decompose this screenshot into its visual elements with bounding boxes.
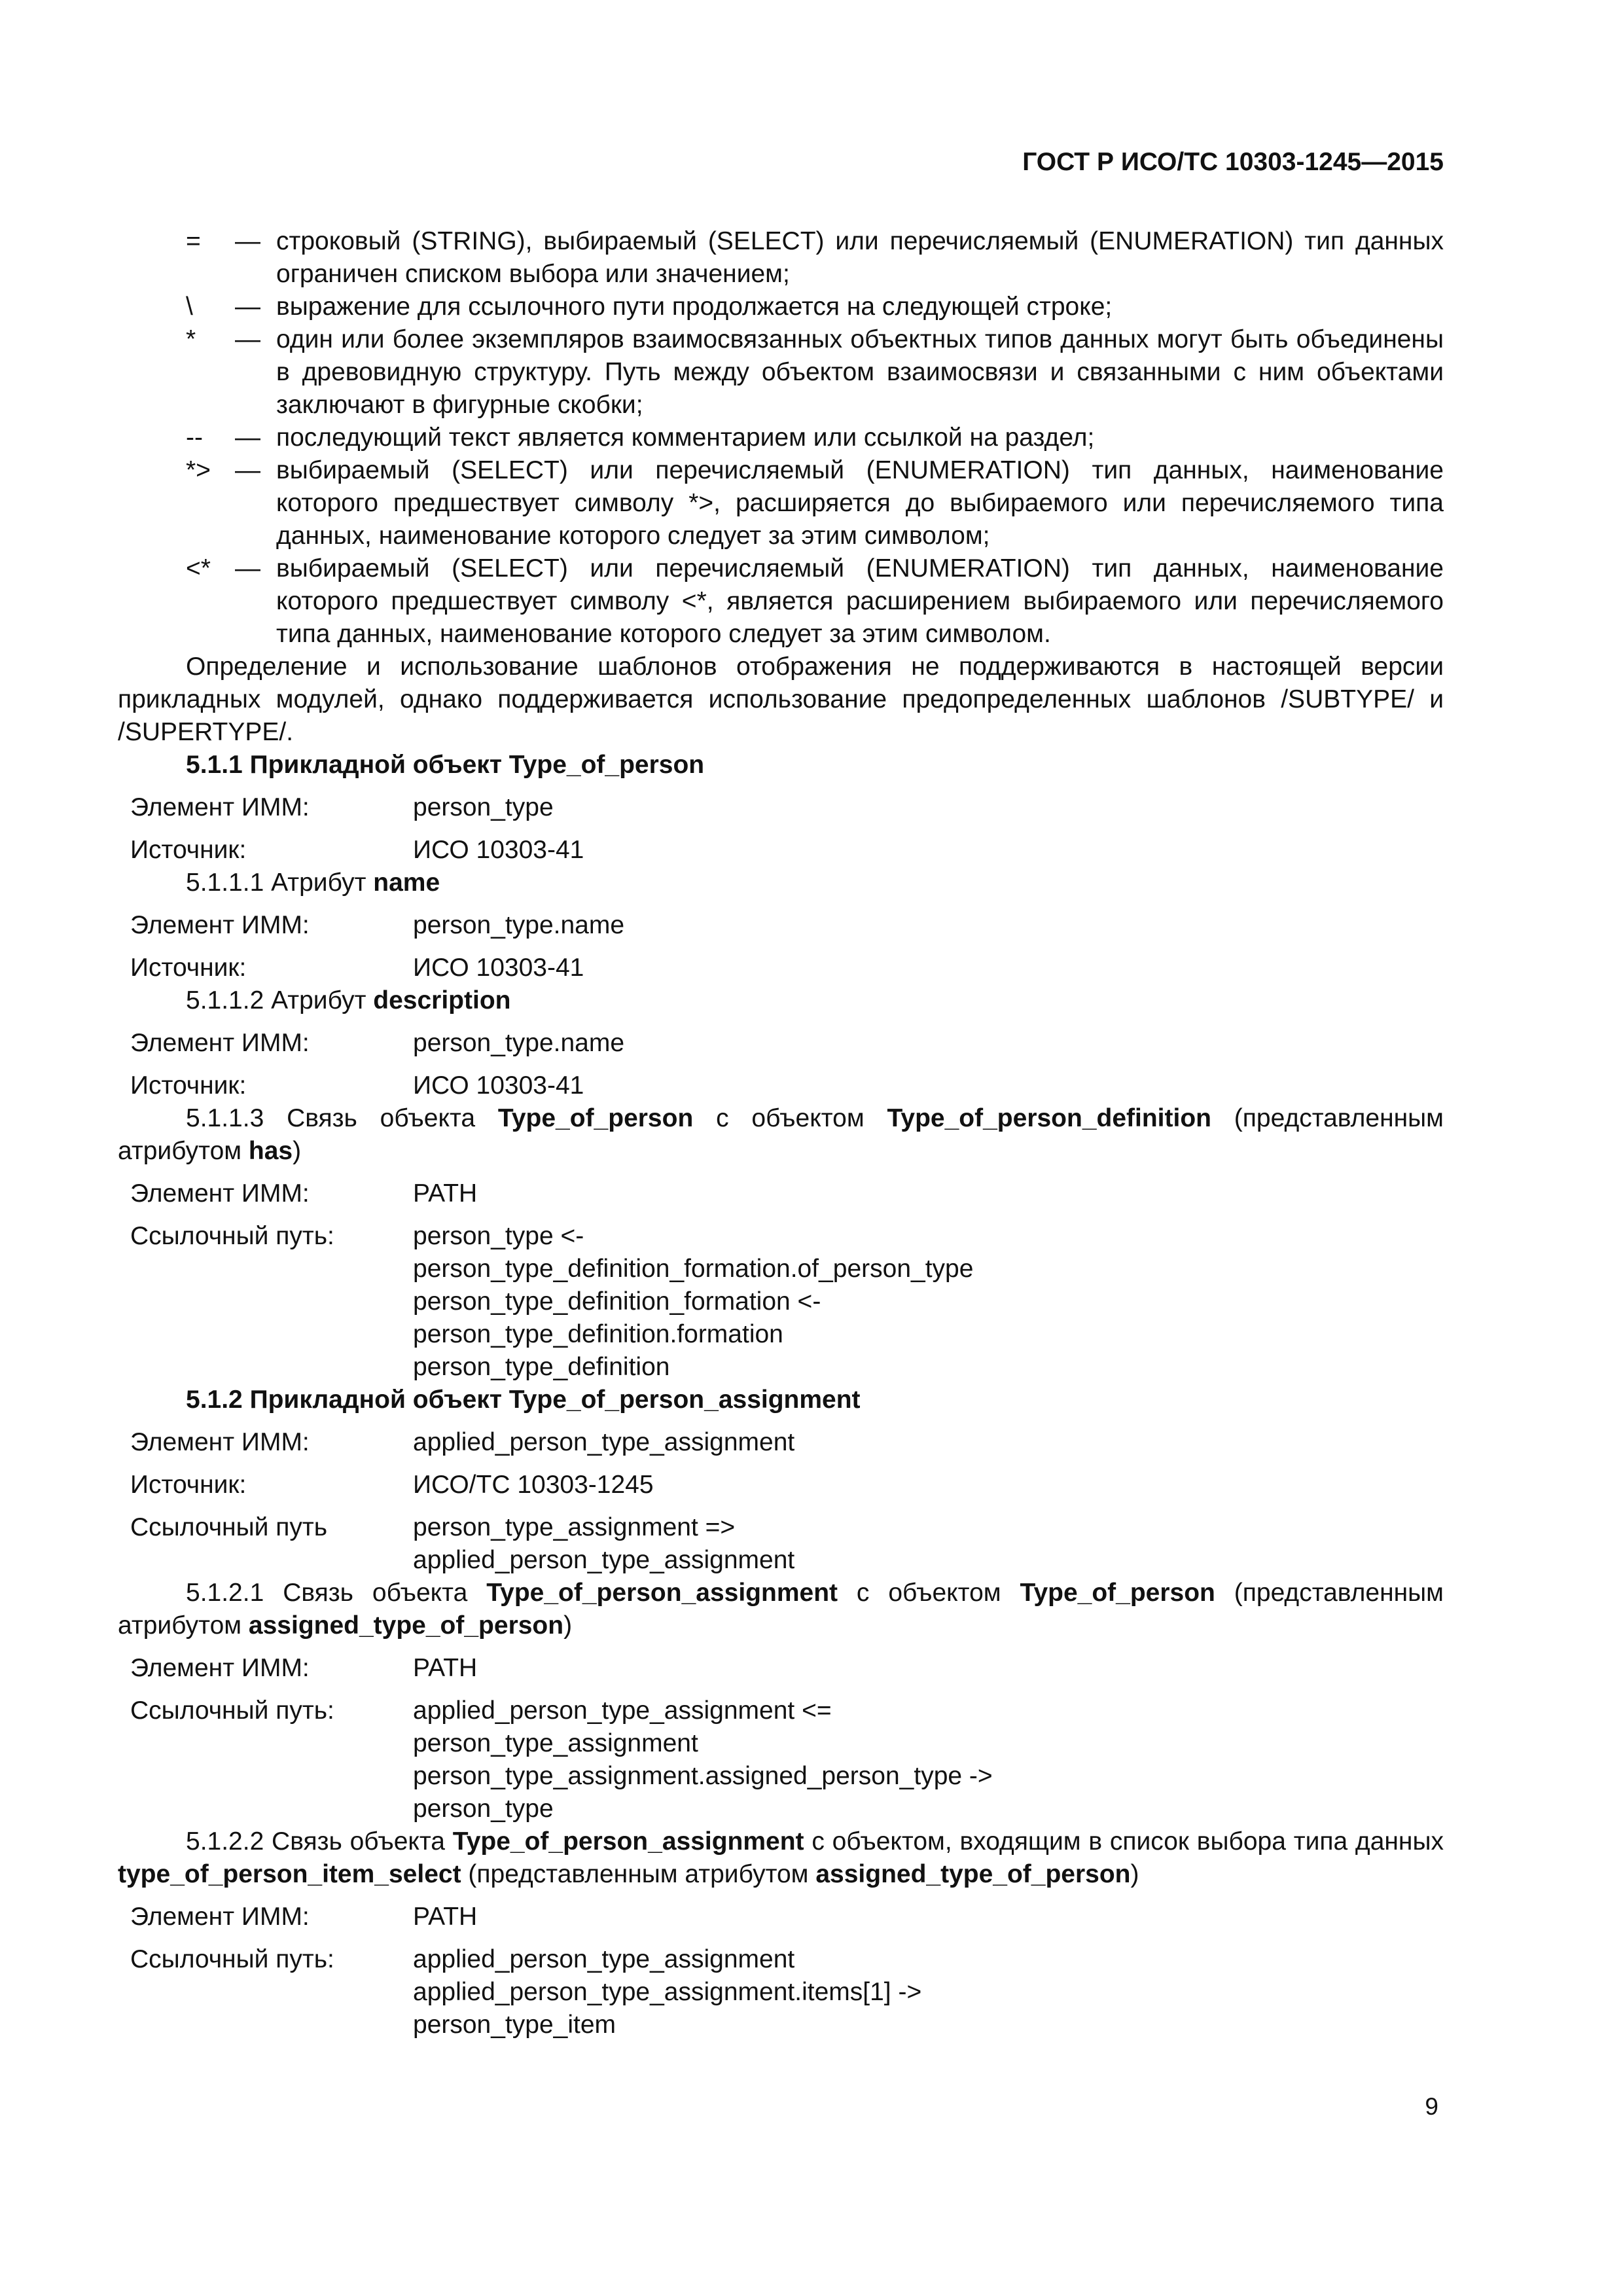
heading-text: с объектом	[838, 1579, 1020, 1607]
document-header: ГОСТ Р ИСО/ТС 10303-1245—2015	[1022, 148, 1444, 176]
legend-text: последующий текст является комментарием или ссылкой на раздел;	[276, 423, 1095, 452]
heading-text: (представленным атрибутом	[118, 1579, 1444, 1640]
legend-dash: —	[235, 554, 260, 583]
field-row	[118, 1901, 1444, 1933]
section-heading-5-1-1-1	[118, 867, 1444, 899]
entity-name: Type_of_person_assignment	[486, 1579, 838, 1607]
attribute-name: assigned_type_of_person	[815, 1860, 1131, 1888]
field-value: ИСО 10303-41	[413, 836, 584, 864]
entity-name: type_of_person_item_select	[118, 1860, 461, 1888]
intro-paragraph: Определение и использование шаблонов отображения не поддерживаются в настоящей версии прикладных модулей, однако поддерживается использование предопределенных шаблонов /SUBTYPE/ и /SUPERTYPE/.	[118, 653, 1444, 746]
path-line: person_type <-	[413, 1222, 584, 1250]
path-line: person_type_assignment.assigned_person_type ->	[413, 1762, 993, 1790]
attribute-name: has	[248, 1137, 293, 1165]
legend-item	[118, 552, 1444, 651]
entity-name: Type_of_person	[497, 1104, 694, 1132]
heading-text: 5.1.2.2 Связь объекта	[186, 1827, 453, 1856]
reference-path	[413, 1511, 1444, 1577]
entity-name: Type_of_person_assignment	[452, 1827, 804, 1856]
attribute-name: assigned_type_of_person	[248, 1611, 564, 1640]
legend-item	[118, 323, 1444, 422]
field-label: Элемент ИММ:	[130, 1029, 310, 1057]
field-row	[118, 1511, 1444, 1577]
field-value: PATH	[413, 1654, 478, 1682]
section-heading-5-1-1: 5.1.1 Прикладной объект Type_of_person	[186, 751, 705, 779]
page-number: 9	[1425, 2093, 1438, 2120]
path-line: person_type_assignment =>	[413, 1513, 736, 1541]
field-value: PATH	[413, 1903, 478, 1931]
field-value: ИСО 10303-41	[413, 954, 584, 982]
path-line: person_type_definition_formation <-	[413, 1287, 821, 1316]
field-row	[118, 1695, 1444, 1825]
entity-name: Type_of_person_definition	[887, 1104, 1211, 1132]
path-line: person_type_item	[413, 2011, 616, 2039]
field-row	[118, 1943, 1444, 2041]
field-label: Элемент ИММ:	[130, 1654, 310, 1682]
section-heading-5-1-1-3	[118, 1102, 1444, 1168]
field-label: Элемент ИММ:	[130, 1428, 310, 1456]
legend-text: один или более экземпляров взаимосвязанных объектных типов данных могут быть объединены в древовидную структуру. Путь между объектом взаимосвязи и связанными с ним объектами заключают в фигурные скобки;	[276, 325, 1444, 419]
field-value: person_type	[413, 793, 554, 821]
legend-item	[118, 291, 1444, 323]
legend-item	[118, 422, 1444, 454]
field-value: ИСО/ТС 10303-1245	[413, 1471, 654, 1499]
reference-path	[413, 1695, 1444, 1825]
field-row	[118, 791, 1444, 824]
field-row	[118, 1652, 1444, 1685]
field-label: Ссылочный путь:	[130, 1696, 334, 1725]
field-label: Источник:	[130, 1071, 247, 1100]
field-value: ИСО 10303-41	[413, 1071, 584, 1100]
reference-path	[413, 1943, 1444, 2041]
legend-dash: —	[235, 325, 260, 353]
path-line: person_type_definition	[413, 1353, 670, 1381]
heading-text: )	[1130, 1860, 1139, 1888]
section-heading-5-1-1-2	[118, 984, 1444, 1017]
heading-number: 5.1.1.1 Атрибут	[186, 869, 374, 897]
heading-text: с объектом	[693, 1104, 887, 1132]
field-row	[118, 952, 1444, 984]
section-heading-5-1-2-1	[118, 1577, 1444, 1642]
path-line: person_type_assignment	[413, 1729, 698, 1757]
legend-item	[118, 225, 1444, 291]
legend-list	[118, 225, 1444, 651]
heading-text: 5.1.2.1 Связь объекта	[186, 1579, 487, 1607]
legend-symbol: <*	[186, 554, 211, 583]
legend-symbol: =	[186, 227, 201, 255]
field-label: Источник:	[130, 954, 247, 982]
field-label: Источник:	[130, 836, 247, 864]
legend-dash: —	[235, 227, 260, 255]
field-row	[118, 1027, 1444, 1060]
field-row	[118, 1426, 1444, 1459]
legend-text: строковый (STRING), выбираемый (SELECT) или перечисляемый (ENUMERATION) тип данных ограничен списком выбора или значением;	[276, 227, 1444, 288]
field-row	[118, 909, 1444, 942]
field-label: Элемент ИММ:	[130, 793, 310, 821]
path-line: applied_person_type_assignment <=	[413, 1696, 832, 1725]
path-line: applied_person_type_assignment	[413, 1546, 795, 1574]
legend-dash: —	[235, 423, 260, 452]
legend-symbol: --	[186, 423, 203, 452]
heading-text: (представленным атрибутом	[118, 1104, 1444, 1165]
heading-text: )	[293, 1137, 302, 1165]
heading-text: )	[563, 1611, 573, 1640]
field-label: Ссылочный путь:	[130, 1222, 334, 1250]
path-line: person_type	[413, 1795, 554, 1823]
document-body	[118, 225, 1444, 2041]
legend-text: выражение для ссылочного пути продолжается на следующей строке;	[276, 293, 1113, 321]
field-row	[118, 1177, 1444, 1210]
entity-name: Type_of_person	[1020, 1579, 1215, 1607]
legend-symbol: *>	[186, 456, 211, 484]
field-row	[118, 1469, 1444, 1501]
reference-path	[413, 1220, 1444, 1384]
path-line: applied_person_type_assignment.items[1] ->	[413, 1978, 922, 2006]
field-label: Ссылочный путь	[130, 1513, 328, 1541]
attribute-name: description	[373, 986, 511, 1014]
legend-text: выбираемый (SELECT) или перечисляемый (ENUMERATION) тип данных, наименование которого предшествует символу *>, расширяется до выбираемого или перечисляемого типа данных, наименование которого следует за этим символом;	[276, 456, 1444, 550]
field-row	[118, 1069, 1444, 1102]
legend-text: выбираемый (SELECT) или перечисляемый (ENUMERATION) тип данных, наименование которого предшествует символу <*, является расширением выбираемого или перечисляемого типа данных, наименование которого следует за этим символом.	[276, 554, 1444, 648]
field-label: Элемент ИММ:	[130, 911, 310, 939]
field-row	[118, 1220, 1444, 1384]
heading-text: 5.1.1.3 Связь объекта	[186, 1104, 498, 1132]
heading-text: (представленным атрибутом	[461, 1860, 816, 1888]
path-line: person_type_definition.formation	[413, 1320, 783, 1348]
field-label: Элемент ИММ:	[130, 1179, 310, 1208]
section-heading-5-1-2: 5.1.2 Прикладной объект Type_of_person_assignment	[186, 1386, 861, 1414]
attribute-name: name	[373, 869, 440, 897]
field-row	[118, 834, 1444, 867]
heading-number: 5.1.1.2 Атрибут	[186, 986, 374, 1014]
field-label: Элемент ИММ:	[130, 1903, 310, 1931]
heading-text: с объектом, входящим в список выбора типа данных	[804, 1827, 1444, 1856]
legend-dash: —	[235, 293, 260, 321]
legend-symbol: \	[186, 293, 193, 321]
legend-symbol: *	[186, 325, 196, 353]
section-heading-5-1-2-2	[118, 1825, 1444, 1891]
legend-dash: —	[235, 456, 260, 484]
field-value: applied_person_type_assignment	[413, 1428, 795, 1456]
field-label: Источник:	[130, 1471, 247, 1499]
path-line: person_type_definition_formation.of_person_type	[413, 1255, 974, 1283]
path-line: applied_person_type_assignment	[413, 1945, 795, 1973]
legend-item	[118, 454, 1444, 552]
field-value: person_type.name	[413, 911, 625, 939]
field-label: Ссылочный путь:	[130, 1945, 334, 1973]
field-value: PATH	[413, 1179, 478, 1208]
field-value: person_type.name	[413, 1029, 625, 1057]
